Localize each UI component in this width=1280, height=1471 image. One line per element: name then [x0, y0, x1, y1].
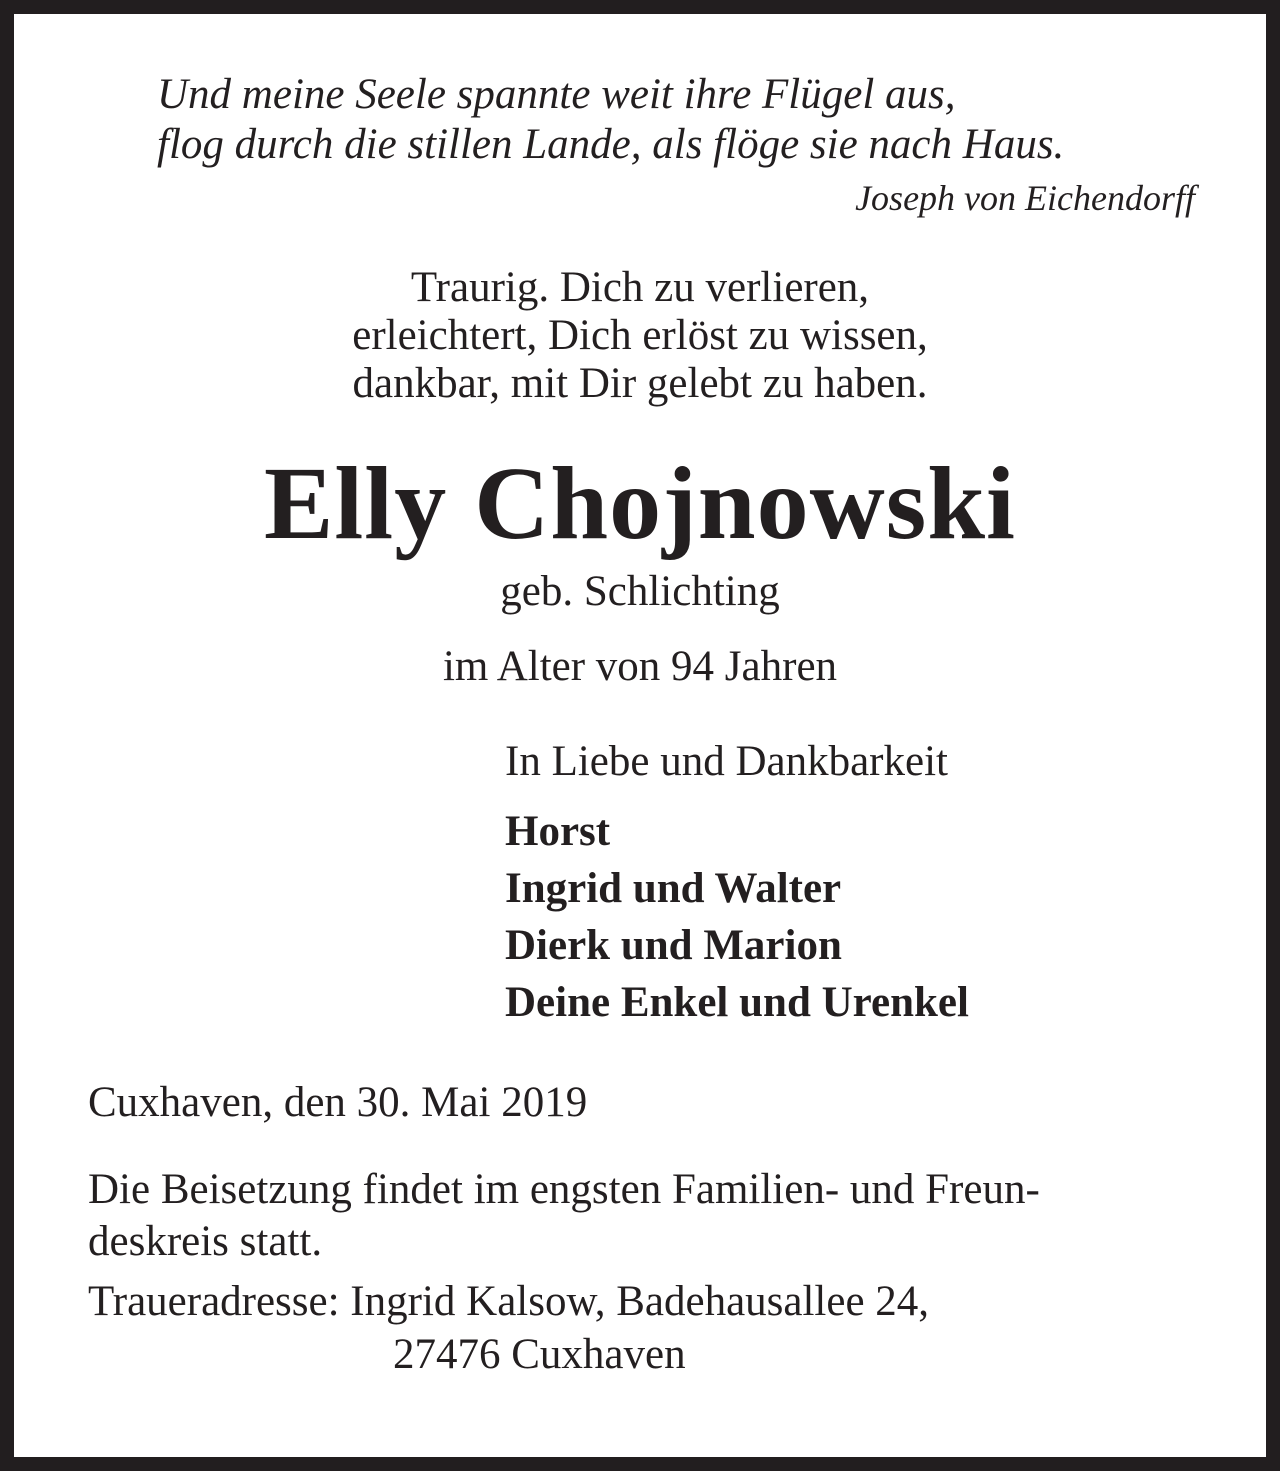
mourner-name-4: Deine Enkel und Urenkel	[505, 979, 969, 1026]
quote-line-2: flog durch die stillen Lande, als flöge sie nach Haus.	[157, 121, 1065, 168]
mourning-address	[88, 1275, 1206, 1381]
deceased-name: Elly Chojnowski	[264, 446, 1016, 561]
city-date-line: Cuxhaven, den 30. Mai 2019	[88, 1079, 588, 1126]
quote-attribution: Joseph von Eichendorff	[855, 178, 1195, 218]
sentiment-line-1: Traurig. Dich zu verlieren,	[410, 264, 870, 311]
sentiment-verse	[14, 264, 1266, 408]
mourners-block	[505, 738, 1266, 1031]
quote-line-1: Und meine Seele spannte weit ihre Flügel aus,	[157, 71, 956, 118]
sentiment-line-2: erleichtert, Dich erlöst zu wissen,	[352, 312, 928, 359]
address-line-2: 27476 Cuxhaven	[393, 1331, 686, 1378]
opening-quote	[157, 70, 1195, 170]
notice-footer	[88, 1079, 1206, 1381]
mourner-name-3: Dierk und Marion	[505, 922, 842, 969]
burial-line-2: deskreis statt.	[88, 1218, 323, 1265]
mourner-name-2: Ingrid und Walter	[505, 865, 842, 912]
address-line-1: Traueradresse: Ingrid Kalsow, Badehausallee 24,	[88, 1278, 930, 1325]
mourner-name-1: Horst	[505, 808, 611, 855]
mourners-names	[505, 803, 1266, 1031]
maiden-name: geb. Schlichting	[500, 568, 780, 615]
mourners-intro: In Liebe und Dankbarkeit	[505, 738, 948, 785]
age-line: im Alter von 94 Jahren	[442, 643, 838, 690]
burial-info	[88, 1164, 1206, 1268]
burial-line-1: Die Beisetzung findet im engsten Familien- und Freun-	[88, 1166, 1040, 1213]
sentiment-line-3: dankbar, mit Dir gelebt zu haben.	[352, 360, 928, 407]
